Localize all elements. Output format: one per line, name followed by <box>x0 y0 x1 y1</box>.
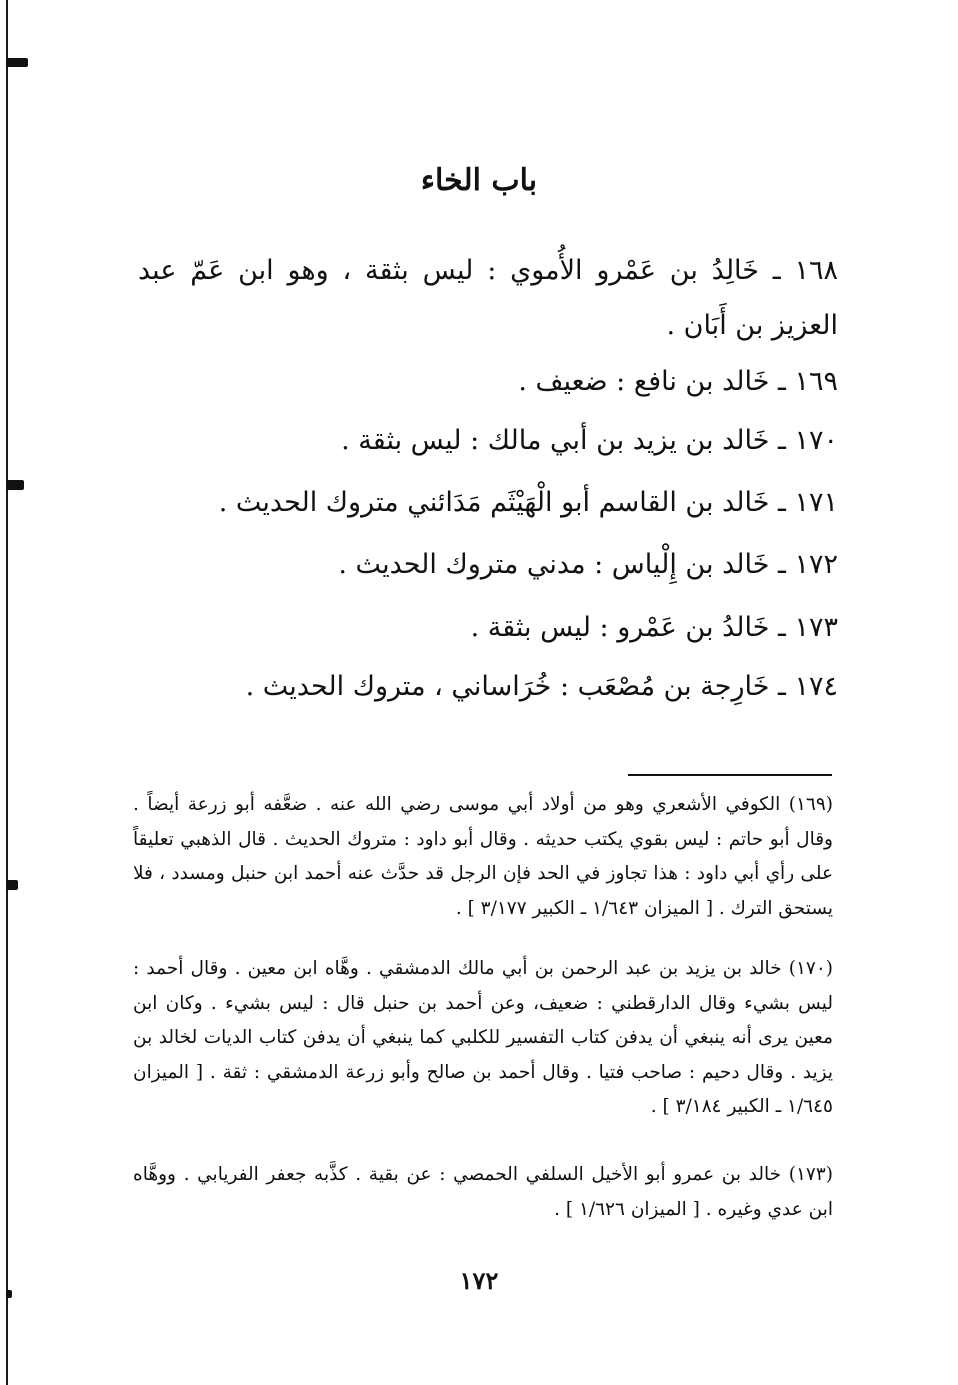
entry-173: ١٧٣ ـ خَالدُ بن عَمْرو : ليس بثقة . <box>470 612 838 643</box>
footnote-separator <box>628 774 832 776</box>
entry-170: ١٧٠ ـ خَالد بن يزيد بن أبي مالك : ليس بثقة . <box>341 425 838 456</box>
chapter-heading: باب الخاء <box>420 163 538 198</box>
footnote-173: (١٧٣) خالد بن عمرو أبو الأخيل السلفي الحمصي : عن بقية . كذَّبه جعفر الفريابي . ووهَّاه ابن عدي وغيره . [ الميزان ١/٦٢٦ ] . <box>133 1164 833 1220</box>
scan-edge-mark <box>6 880 18 890</box>
entry-171: ١٧١ ـ خَالد بن القاسم أبو الْهَيْثَم مَدَائني متروك الحديث . <box>218 487 838 518</box>
scan-edge-mark <box>6 58 28 67</box>
entry-168: ١٦٨ ـ خَالِدُ بن عَمْرو الأُموي : ليس بثقة ، وهو ابن عَمّ عبد العزيز بن أَبَان . <box>138 255 838 341</box>
entry-174: ١٧٤ ـ خَارِجة بن مُصْعَب : خُرَاساني ، متروك الحديث . <box>245 671 838 702</box>
entry-169: ١٦٩ ـ خَالد بن نافع : ضعيف . <box>518 366 838 397</box>
footnote-170: (١٧٠) خالد بن يزيد بن عبد الرحمن بن أبي مالك الدمشقي . وهَّاه ابن معين . وقال أحمد : ليس بشيء وقال الدارقطني : ضعيف، وعن أحمد بن حنبل قال : ليس بشيء . وكان ابن معين يرى أنه ينبغي أن يدفن كتاب التفسير للكلبي كما ينبغي أن يدفن كتاب الديات لخالد بن يزيد . وقال دحيم : صاحب فتيا . وقال أحمد بن صالح وأبو زرعة الدمشقي : ثقة . [ الميزان ١/٦٤٥ ـ الكبير ٣/١٨٤ ] . <box>133 958 833 1117</box>
page-number: ١٧٢ <box>459 1266 499 1295</box>
entry-172: ١٧٢ ـ خَالد بن إِلْياس : مدني متروك الحديث . <box>338 549 838 580</box>
scan-edge-line <box>6 0 8 1385</box>
footnote-169: (١٦٩) الكوفي الأشعري وهو من أولاد أبي موسى رضي الله عنه . ضعَّفه أبو زرعة أيضاً . وقال أبو حاتم : ليس بقوي يكتب حديثه . وقال أبو داود : متروك الحديث . قال الذهبي تعليقاً على رأي أبي داود : هذا تجاوز في الحد فإن الرجل قد حدَّث عنه أحمد ابن حنبل ومسدد ، فلا يستحق الترك . [ الميزان ١/٦٤٣ ـ الكبير ٣/١٧٧ ] . <box>133 794 833 919</box>
scan-edge-mark <box>6 480 24 490</box>
